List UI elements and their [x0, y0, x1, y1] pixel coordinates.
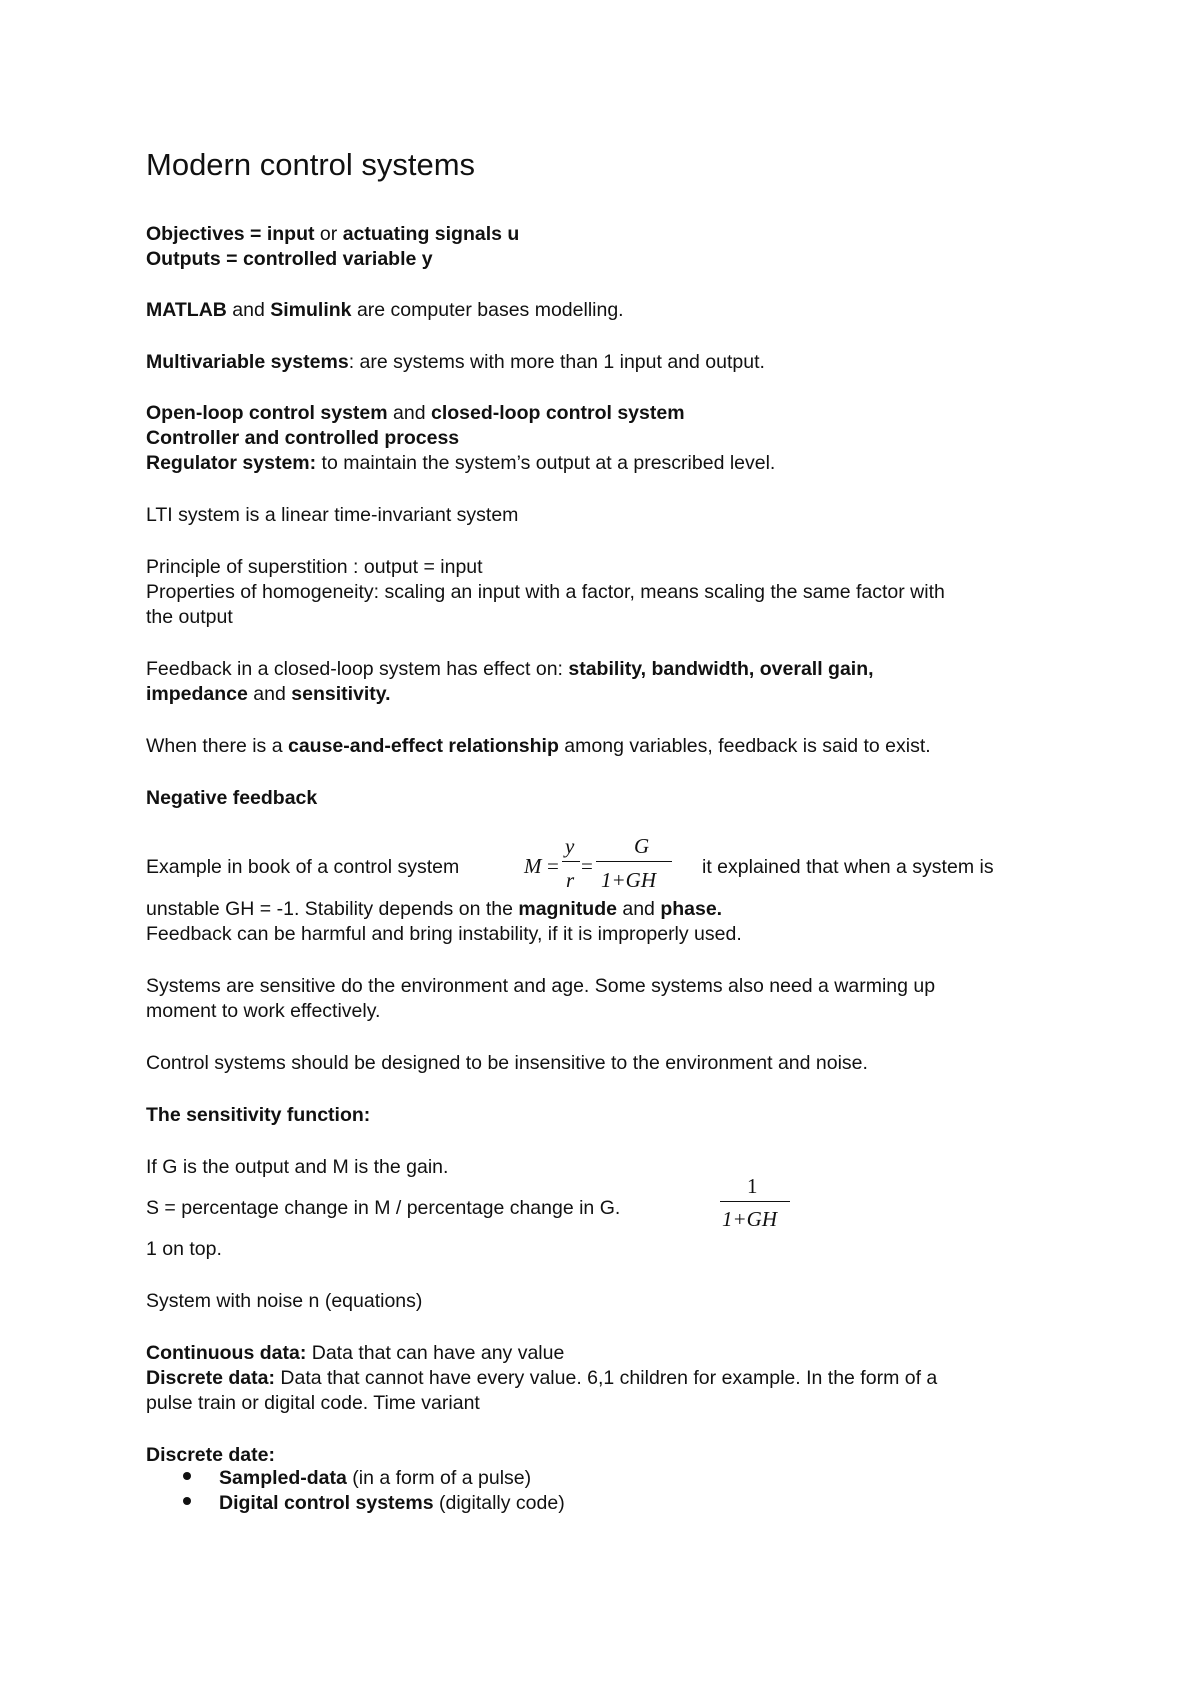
open-loop-term: Open-loop control system: [146, 402, 388, 424]
feedback-effect-terms: stability, bandwidth, overall gain,: [568, 658, 874, 680]
document-title: Modern control systems: [146, 147, 476, 182]
negative-feedback-term: Negative feedback: [146, 787, 318, 809]
homogeneity-line-2: the output: [146, 606, 233, 628]
list-item-text: (in a form of a pulse): [346, 1467, 532, 1489]
sensitive-line-2: moment to work effectively.: [146, 1000, 381, 1022]
discrete-date-heading: [146, 1443, 275, 1467]
cause-effect-line: [146, 734, 931, 758]
cause-effect-text: When there is a: [146, 735, 288, 757]
bullet-icon: [183, 1497, 191, 1505]
feedback-effect-line-2: [146, 682, 391, 706]
feedback-effect-text: Feedback in a closed-loop system has effect on:: [146, 658, 569, 680]
unstable-line: [146, 897, 722, 921]
list-item: [219, 1466, 531, 1490]
s-definition-line: S = percentage change in M / percentage change in G.: [146, 1197, 621, 1219]
discrete-data-term: Discrete data:: [146, 1367, 275, 1389]
fraction-bar: [562, 861, 580, 862]
designed-line: Control systems should be designed to be insensitive to the environment and noise.: [146, 1052, 868, 1074]
sensitivity-function-heading: [146, 1103, 370, 1127]
continuous-data-term: Continuous data:: [146, 1342, 307, 1364]
regulator-line: [146, 451, 775, 475]
unstable-text: unstable GH = -1. Stability depends on the: [146, 898, 519, 920]
controller-term: Controller and controlled process: [146, 427, 460, 449]
equation-g: G: [634, 834, 650, 858]
connector-text: or: [314, 223, 343, 245]
discrete-data-text: Data that cannot have every value. 6,1 children for example. In the form of a: [274, 1367, 938, 1389]
equation-m: M: [524, 854, 542, 878]
feedback-effect-line-1: [146, 657, 874, 681]
continuous-data-line: [146, 1341, 564, 1365]
magnitude-term: magnitude: [518, 898, 617, 920]
connector-text: and: [247, 683, 292, 705]
sensitivity-equation: [716, 1174, 796, 1234]
sensitivity-term: sensitivity.: [291, 683, 391, 705]
connector-text: and: [616, 898, 661, 920]
connector-text: and: [226, 299, 271, 321]
actuating-signals-term: actuating signals u: [342, 223, 520, 245]
connector-text: and: [387, 402, 431, 424]
equation-equals: =: [547, 854, 559, 878]
cause-effect-term: cause-and-effect relationship: [287, 735, 559, 757]
equation-denominator: 1+GH: [722, 1207, 778, 1231]
homogeneity-line-1: Properties of homogeneity: scaling an input with a factor, means scaling the same factor with: [146, 581, 945, 603]
equation-equals: =: [581, 854, 593, 878]
simulink-term: Simulink: [270, 299, 352, 321]
continuous-data-text: Data that can have any value: [306, 1342, 565, 1364]
closed-loop-term: closed-loop control system: [430, 402, 685, 424]
equation-numerator: 1: [747, 1174, 758, 1198]
open-loop-line: [146, 401, 685, 425]
phase-term: phase.: [660, 898, 723, 920]
regulator-term: Regulator system:: [146, 452, 317, 474]
fraction-bar: [596, 861, 672, 862]
objectives-term: Objectives = input: [146, 223, 315, 245]
equation-y: y: [565, 834, 575, 858]
impedance-term: impedance: [146, 683, 248, 705]
list-item-term: Sampled-data: [219, 1467, 347, 1489]
example-text-left: Example in book of a control system: [146, 856, 460, 878]
regulator-text: to maintain the system’s output at a prescribed level.: [316, 452, 776, 474]
list-item: [219, 1491, 565, 1515]
matlab-term: MATLAB: [146, 299, 227, 321]
objectives-line: [146, 222, 519, 246]
principle-line: Principle of superstition : output = input: [146, 556, 483, 578]
sensitivity-function-term: The sensitivity function:: [146, 1104, 371, 1126]
list-item-text: (digitally code): [433, 1492, 565, 1514]
bullet-icon: [183, 1472, 191, 1480]
multivariable-line: [146, 350, 765, 374]
discrete-data-line-1: [146, 1366, 937, 1390]
discrete-date-term: Discrete date:: [146, 1444, 275, 1466]
equation-r: r: [566, 868, 575, 892]
negative-feedback-heading: [146, 786, 317, 810]
controller-line: [146, 426, 459, 450]
example-text-right: it explained that when a system is: [702, 856, 994, 878]
lti-line: LTI system is a linear time-invariant system: [146, 504, 519, 526]
transfer-function-equation: [520, 834, 680, 896]
equation-denominator: 1+GH: [601, 868, 657, 892]
fraction-bar: [720, 1201, 790, 1202]
outputs-line: [146, 247, 433, 271]
discrete-data-line-2: pulse train or digital code. Time variant: [146, 1392, 480, 1414]
matlab-text: are computer bases modelling.: [351, 299, 624, 321]
list-item-term: Digital control systems: [219, 1492, 434, 1514]
matlab-line: [146, 298, 624, 322]
outputs-term: Outputs = controlled variable y: [146, 248, 433, 270]
one-on-top-line: 1 on top.: [146, 1238, 222, 1260]
multivariable-text: : are systems with more than 1 input and output.: [348, 351, 765, 373]
sensitive-line-1: Systems are sensitive do the environment and age. Some systems also need a warming up: [146, 975, 936, 997]
multivariable-term: Multivariable systems: [146, 351, 349, 373]
noise-line: System with noise n (equations): [146, 1290, 423, 1312]
harmful-line: Feedback can be harmful and bring instability, if it is improperly used.: [146, 923, 742, 945]
cause-effect-text-end: among variables, feedback is said to exist.: [558, 735, 931, 757]
if-g-line: If G is the output and M is the gain.: [146, 1156, 449, 1178]
